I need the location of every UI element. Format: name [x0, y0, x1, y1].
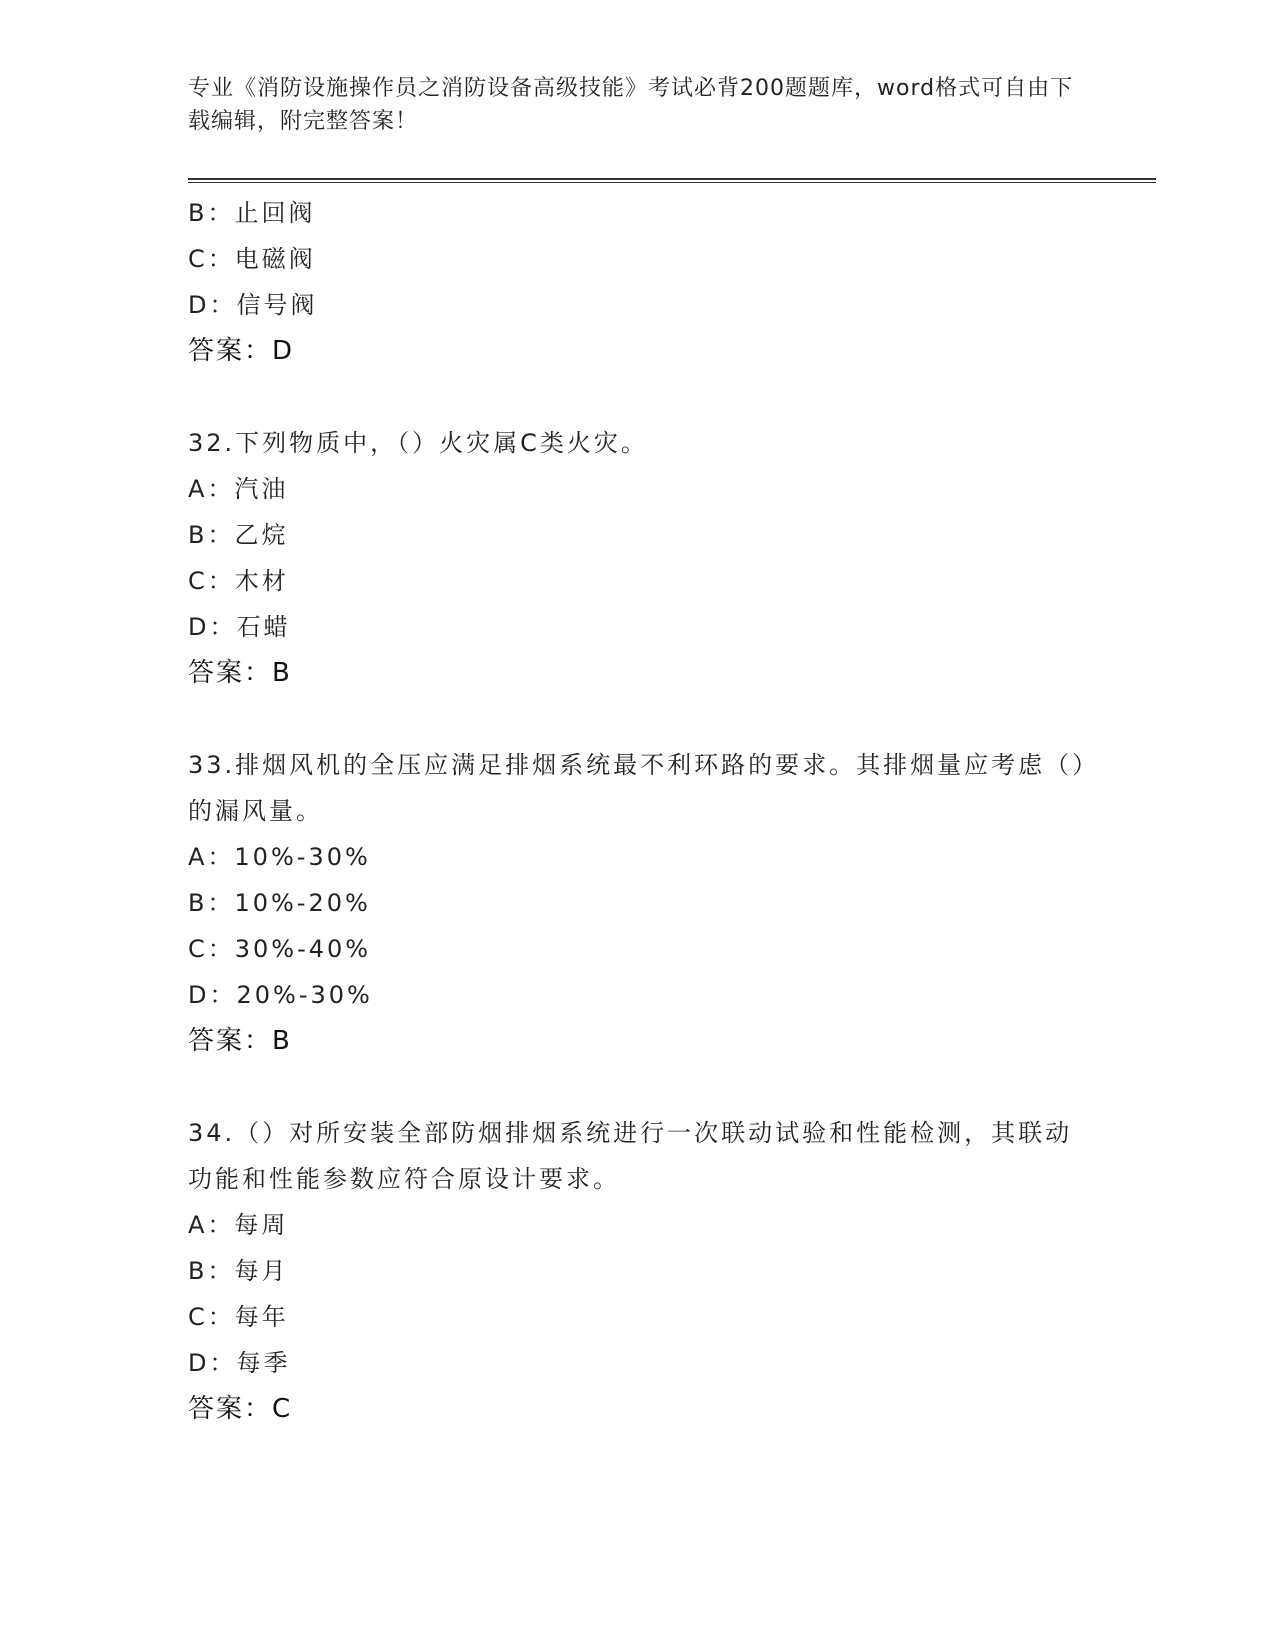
question-stem: 33.排烟风机的全压应满足排烟系统最不利环路的要求。其排烟量应考虑（）的漏风量。: [188, 751, 1088, 825]
option-d: D：石蜡: [188, 613, 291, 641]
spacer: [188, 696, 1088, 742]
option-b: B：每月: [188, 1257, 289, 1285]
option-a: A：每周: [188, 1211, 289, 1239]
option-b: B：止回阀: [188, 199, 316, 227]
option-b: B：10%-20%: [188, 889, 371, 917]
question-stem: 34.（）对所安装全部防烟排烟系统进行一次联动试验和性能检测，其联动功能和性能参数应符合原设计要求。: [188, 1119, 1073, 1193]
spacer: [188, 374, 1088, 420]
header-divider: [188, 178, 1156, 183]
option-c: C：电磁阀: [188, 245, 316, 273]
option-d: D：20%-30%: [188, 981, 373, 1009]
question-32: [188, 420, 1088, 696]
option-a: A：10%-30%: [188, 843, 371, 871]
option-a: A：汽油: [188, 475, 289, 503]
page-header: 专业《消防设施操作员之消防设备高级技能》考试必背200题题库，word格式可自由下载编辑，附完整答案！: [188, 76, 1074, 134]
question-34: [188, 1110, 1088, 1432]
option-d: D：信号阀: [188, 291, 318, 319]
answer-line: 答案：C: [188, 1394, 293, 1424]
question-stem: 32.下列物质中，（）火灾属C类火灾。: [188, 429, 648, 457]
answer-line: 答案：B: [188, 1026, 292, 1056]
question-33: [188, 742, 1088, 1064]
answer-line: 答案：B: [188, 658, 292, 688]
question-list: [188, 190, 1088, 1432]
answer-line: 答案：D: [188, 336, 295, 366]
option-c: C：木材: [188, 567, 289, 595]
option-d: D：每季: [188, 1349, 291, 1377]
option-c: C：每年: [188, 1303, 289, 1331]
question-31-continued: [188, 190, 1088, 374]
option-b: B：乙烷: [188, 521, 289, 549]
option-c: C：30%-40%: [188, 935, 372, 963]
spacer: [188, 1064, 1088, 1110]
